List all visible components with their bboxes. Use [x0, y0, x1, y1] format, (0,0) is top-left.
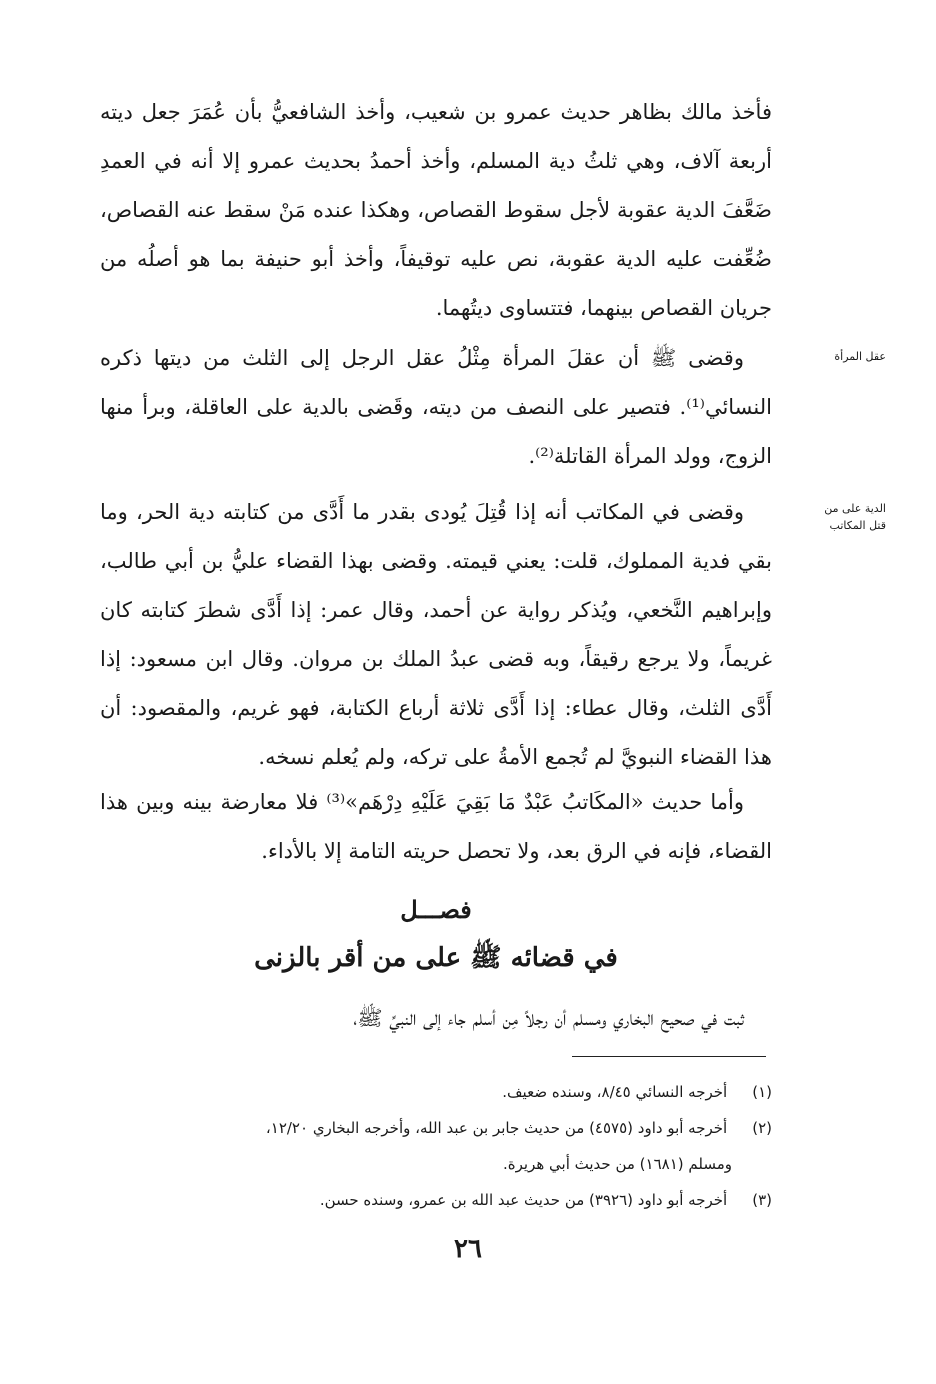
text-line: فأخذ مالك بظاهر حديث عمرو بن شعيب، وأخذ الشافعيُّ بأن عُمَرَ جعل ديته — [100, 100, 772, 124]
footnote-number: (١) — [752, 1083, 772, 1101]
footnote-text: أخرجه أبو داود (٣٩٢٦) من حديث عبد الله بن عمرو، وسنده حسن. — [319, 1191, 728, 1209]
text-line: النسائي⁽¹⁾. فتصير على النصف من ديته، وقَضى بالدية على العاقلة، وبرأ منها — [100, 395, 772, 419]
margin-note-womans-blood-money: عقل المرأة — [834, 350, 886, 363]
section-label: فصـــل — [400, 895, 472, 924]
footnote-1 — [100, 1074, 772, 1110]
text-line: ثبت في صحيح البخاري ومسلم أن رجلاً مِن أسلم جاء إلى النبيِّ ﷺ، — [353, 1006, 744, 1030]
paragraph-1 — [100, 88, 772, 333]
paragraph-4 — [100, 778, 772, 876]
text-line: جريان القصاص بينهما، فتتساوى ديتُهما. — [435, 296, 772, 320]
footnote-text: أخرجه أبو داود (٤٥٧٥) من حديث جابر بن عبد الله، وأخرجه البخاري ١٢/٢٠، — [265, 1119, 728, 1137]
text-line: هذا القضاء النبويَّ لم تُجمع الأمةُ على تركه، ولم يُعلم نسخه. — [258, 745, 772, 769]
text-line: ضَعَّفَ الدية عقوبة لأجل سقوط القصاص، وهكذا عنده مَنْ سقط عنه القصاص، — [100, 198, 772, 222]
text-line: وإبراهيم النَّخعي، ويُذكر رواية عن أحمد، وقال عمر: إذا أَدَّى شطرَ كتابته كان — [100, 598, 772, 622]
paragraph-2 — [100, 334, 772, 481]
paragraph-3 — [100, 488, 772, 782]
paragraph-5 — [100, 994, 772, 1043]
text-line: ضُعِّفت عليه الدية عقوبة، نص عليه توقيفاً، وأخذ أبو حنيفة بما هو أصلُه من — [100, 247, 772, 271]
page-number: ٢٦ — [454, 1234, 482, 1264]
footnote-3 — [100, 1182, 772, 1218]
text-line: وأما حديث «المكَاتبُ عَبْدٌ مَا بَقِيَ عَلَيْهِ دِرْهَم»⁽³⁾ فلا معارضة بينه وبين هذا — [100, 790, 744, 814]
footnote-number: (٢) — [752, 1119, 772, 1137]
margin-note-mukatab-blood-money: الدية على من قتل المكاتب — [824, 502, 886, 532]
text-line: بقي فدية المملوك، قلت: يعني قيمته. وقضى بهذا القضاء عليُّ بن أبي طالب، — [100, 549, 772, 573]
text-line: وقضى ﷺ أن عقلَ المرأة مِثْلُ عقل الرجل إلى الثلث من ديتها ذكره — [100, 346, 744, 370]
section-title: في قضائه ﷺ على من أقر بالزنى — [254, 943, 618, 973]
text-line: الزوج، وولد المرأة القاتلة⁽²⁾. — [528, 444, 772, 468]
text-line: وقضى في المكاتب أنه إذا قُتِلَ يُودى بقدر ما أَدَّى من كتابته دية الحر، وما — [100, 500, 744, 524]
text-line: غريماً، ولا يرجع رقيقاً، وبه قضى عبدُ الملك بن مروان. وقال ابن مسعود: إذا — [100, 647, 772, 671]
text-line: أربعة آلاف، وهي ثلثُ دية المسلم، وأخذ أحمدُ بحديث عمرو إلا أنه في العمدِ — [100, 149, 772, 173]
footnotes — [100, 1074, 772, 1218]
footnote-2-continued: ومسلم (١٦٨١) من حديث أبي هريرة. — [502, 1155, 732, 1173]
footnote-2 — [100, 1110, 772, 1146]
footnote-text: أخرجه النسائي ٨/٤٥، وسنده ضعيف. — [502, 1083, 728, 1101]
footnote-divider — [572, 1056, 766, 1057]
text-line: أَدَّى الثلث، وقال عطاء: إذا أَدَّى ثلاثة أرباع الكتابة، فهو غريم، والمقصود: أن — [100, 696, 772, 720]
text-line: القضاء، فإنه في الرق بعد، ولا تحصل حريته التامة إلا بالأداء. — [261, 839, 772, 863]
footnote-number: (٣) — [752, 1191, 772, 1209]
